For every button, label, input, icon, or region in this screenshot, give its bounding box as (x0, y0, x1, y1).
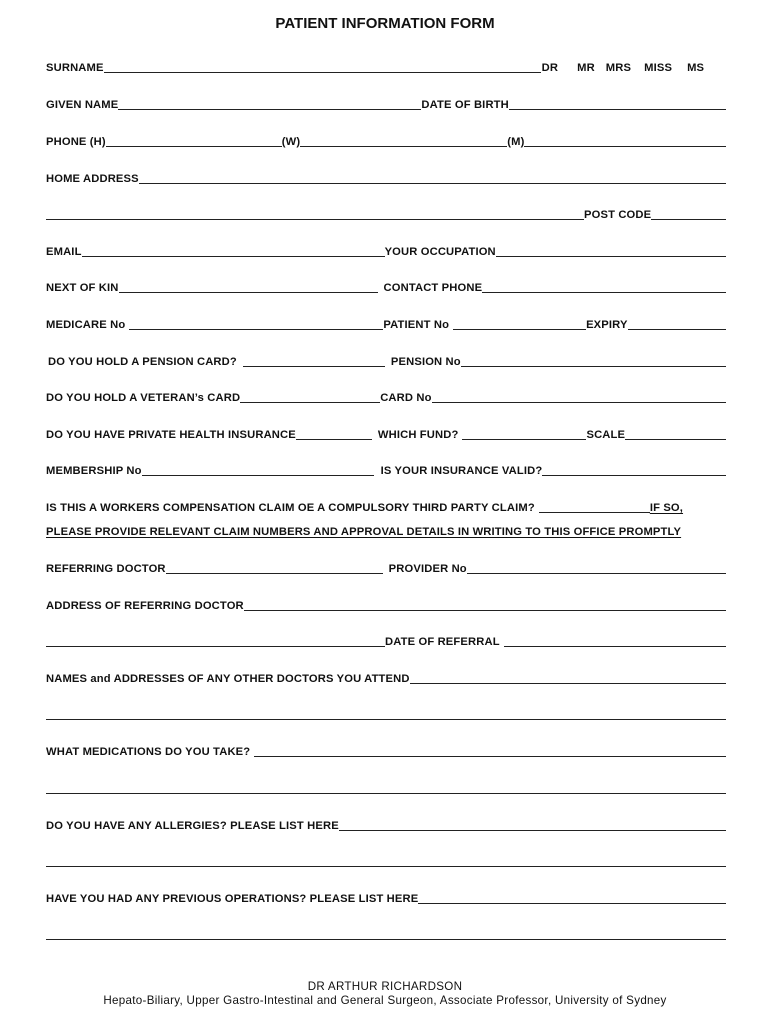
veterans-card-row (46, 389, 726, 405)
given-name-row (46, 96, 726, 112)
referring-doctor-row (46, 560, 726, 576)
email-field[interactable] (82, 256, 385, 257)
operations-line2-row (46, 926, 726, 942)
contact-phone-label: CONTACT PHONE (383, 282, 483, 294)
given-name-label: GIVEN NAME (46, 99, 119, 111)
which-fund-field[interactable] (462, 439, 586, 440)
claim-instruction-row (46, 523, 726, 539)
veterans-card-question: DO YOU HOLD A VETERAN’s CARD (46, 392, 241, 404)
patient-no-field[interactable] (453, 329, 586, 330)
given-name-field[interactable] (118, 109, 421, 110)
referring-doctor-label: REFERRING DOCTOR (46, 563, 166, 575)
home-address-label: HOME ADDRESS (46, 173, 139, 185)
claim-instruction: PLEASE PROVIDE RELEVANT CLAIM NUMBERS AND APPROVAL DETAILS IN WRITING TO THIS OFFICE PROMPTLY (46, 526, 682, 538)
referring-address-field[interactable] (244, 610, 726, 611)
phone-work-label: (W) (281, 136, 301, 148)
title-options (541, 62, 705, 75)
expiry-label: EXPIRY (586, 319, 628, 331)
page-title: PATIENT INFORMATION FORM (275, 15, 495, 32)
card-no-field[interactable] (432, 402, 726, 403)
allergies-field[interactable] (339, 830, 726, 831)
medicare-no-label: MEDICARE No (46, 319, 126, 331)
claim-answer[interactable] (539, 512, 650, 513)
phone-home-label: PHONE (H) (46, 136, 106, 148)
private-insurance-question: DO YOU HAVE PRIVATE HEALTH INSURANCE (46, 429, 296, 441)
medicare-row (46, 316, 726, 332)
veterans-card-answer[interactable] (240, 402, 380, 403)
occupation-label: YOUR OCCUPATION (384, 246, 496, 258)
insurance-valid-question: IS YOUR INSURANCE VALID? (380, 465, 543, 477)
medications-line2-field[interactable] (46, 793, 726, 794)
pension-row (48, 353, 726, 369)
claim-row (46, 499, 726, 515)
next-of-kin-row (46, 279, 726, 295)
dob-field[interactable] (509, 109, 726, 110)
footer-doctor-name: DR ARTHUR RICHARDSON (307, 980, 463, 993)
email-row (46, 243, 726, 259)
medications-row (46, 743, 726, 759)
home-address-row (46, 170, 726, 186)
surname-row (46, 59, 726, 75)
other-doctors-field[interactable] (410, 683, 726, 684)
scale-label: SCALE (586, 429, 626, 441)
if-so-label: IF SO, (649, 502, 684, 514)
scale-field[interactable] (625, 439, 726, 440)
medications-field[interactable] (254, 756, 726, 757)
post-code-field[interactable] (651, 219, 726, 220)
title-option-mr[interactable]: MR (577, 62, 595, 74)
allergies-label: DO YOU HAVE ANY ALLERGIES? PLEASE LIST HERE (46, 820, 339, 832)
surname-label: SURNAME (46, 62, 104, 74)
next-of-kin-field[interactable] (119, 292, 378, 293)
pension-no-label: PENSION No (390, 356, 461, 368)
surname-field[interactable] (104, 72, 541, 73)
other-doctors-row (46, 670, 726, 686)
allergies-row (46, 817, 726, 833)
patient-no-label: PATIENT No (383, 319, 450, 331)
which-fund-label: WHICH FUND? (377, 429, 459, 441)
title-option-mrs[interactable]: MRS (605, 62, 632, 74)
referral-date-row (46, 633, 726, 649)
address-line2-row (46, 206, 726, 222)
phone-home-field[interactable] (106, 146, 282, 147)
insurance-valid-answer[interactable] (542, 475, 726, 476)
pension-card-answer[interactable] (243, 366, 385, 367)
membership-no-label: MEMBERSHIP No (46, 465, 142, 477)
occupation-field[interactable] (496, 256, 726, 257)
private-insurance-answer[interactable] (296, 439, 372, 440)
date-of-referral-field[interactable] (504, 646, 726, 647)
next-of-kin-label: NEXT OF KIN (46, 282, 119, 294)
referring-address-label: ADDRESS OF REFERRING DOCTOR (46, 600, 244, 612)
title-option-ms[interactable]: MS (687, 62, 705, 74)
private-insurance-row (46, 426, 726, 442)
phone-work-field[interactable] (300, 146, 507, 147)
provider-no-field[interactable] (467, 573, 726, 574)
card-no-label: CARD No (380, 392, 432, 404)
referring-address-row (46, 597, 726, 613)
footer-credentials: Hepato-Biliary, Upper Gastro-Intestinal and General Surgeon, Associate Professor, University of Sydney (103, 994, 667, 1007)
referring-address-line2-field[interactable] (46, 646, 385, 647)
medicare-no-field[interactable] (129, 329, 383, 330)
expiry-field[interactable] (628, 329, 726, 330)
claim-question: IS THIS A WORKERS COMPENSATION CLAIM OE A COMPULSORY THIRD PARTY CLAIM? (46, 502, 535, 514)
home-address-field[interactable] (139, 183, 726, 184)
phone-mobile-field[interactable] (524, 146, 726, 147)
date-of-referral-label: DATE OF REFERRAL (385, 636, 500, 648)
medications-label: WHAT MEDICATIONS DO YOU TAKE? (46, 746, 251, 758)
other-doctors-label: NAMES and ADDRESSES OF ANY OTHER DOCTORS YOU ATTEND (46, 673, 410, 685)
operations-row (46, 890, 726, 906)
pension-card-question: DO YOU HOLD A PENSION CARD? (48, 356, 237, 368)
contact-phone-field[interactable] (482, 292, 726, 293)
operations-line2-field[interactable] (46, 939, 726, 940)
referring-doctor-field[interactable] (166, 573, 383, 574)
pension-no-field[interactable] (461, 366, 726, 367)
title-option-dr[interactable]: DR (541, 62, 559, 74)
email-label: EMAIL (46, 246, 82, 258)
membership-no-field[interactable] (142, 475, 374, 476)
operations-field[interactable] (418, 903, 726, 904)
phone-row (46, 133, 726, 149)
provider-no-label: PROVIDER No (388, 563, 467, 575)
home-address-line2-field[interactable] (46, 219, 584, 220)
allergies-line2-field[interactable] (46, 866, 726, 867)
other-doctors-line2-field[interactable] (46, 719, 726, 720)
post-code-label: POST CODE (584, 209, 652, 221)
dob-label: DATE OF BIRTH (421, 99, 509, 111)
phone-mobile-label: (M) (507, 136, 525, 148)
other-doctors-line2-row (46, 706, 726, 722)
title-option-miss[interactable]: MISS (644, 62, 673, 74)
membership-row (46, 462, 726, 478)
medications-line2-row (46, 780, 726, 796)
allergies-line2-row (46, 853, 726, 869)
operations-label: HAVE YOU HAD ANY PREVIOUS OPERATIONS? PLEASE LIST HERE (46, 893, 419, 905)
